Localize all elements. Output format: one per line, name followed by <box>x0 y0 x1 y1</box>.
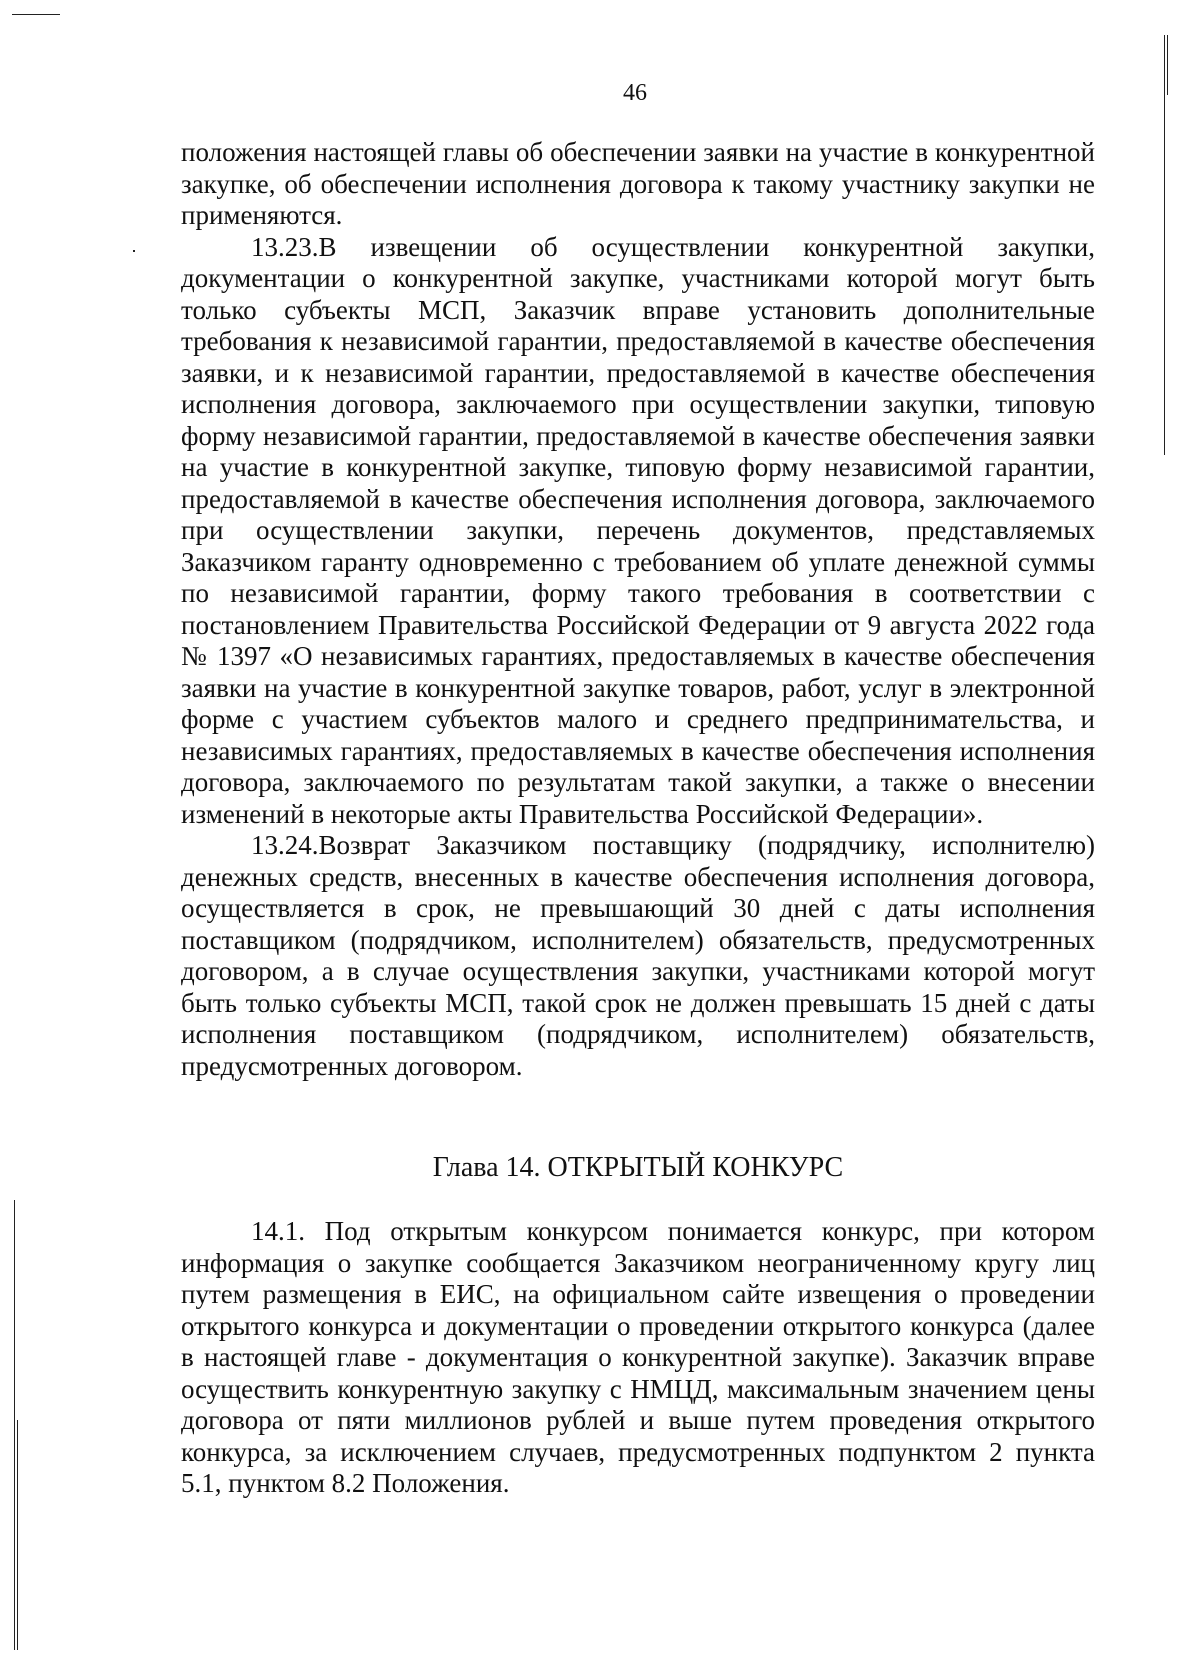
page-number: 46 <box>623 80 647 106</box>
paragraph: 13.24.Возврат Заказчиком поставщику (подрядчику, исполнителю) денежных средств, внесенных в качестве обеспечения исполнения договора, осуществляется в срок, не превышающий 30 дней с даты исполнения поставщиком (подрядчиком, исполнителем) обязательств, предусмотренных договором, а в случае осуществления закупки, участниками которой могут быть только субъекты МСП, такой срок не должен превышать 15 дней с даты исполнения поставщиком (подрядчиком, исполнителем) обязательств, предусмотренных договором. <box>181 830 1095 1081</box>
scan-edge-line-left-bottom-2 <box>17 1420 18 1650</box>
text-block-before-heading <box>181 137 1095 1082</box>
text-block-after-heading <box>181 1216 1095 1500</box>
paragraph: 14.1. Под открытым конкурсом понимается конкурс, при котором информация о закупке сообщается Заказчиком неограниченному кругу лиц путем размещения в ЕИС, на официальном сайте извещения о проведении открытого конкурса и документации о проведении открытого конкурса (далее в настоящей главе - документация о конкурентной закупке). Заказчик вправе осуществить конкурентную закупку с НМЦД, максимальным значением цены договора от пяти миллионов рублей и выше путем проведения открытого конкурса, за исключением случаев, предусмотренных подпунктом 2 пункта 5.1, пунктом 8.2 Положения. <box>181 1216 1095 1498</box>
scan-edge-line-top-left <box>12 14 60 15</box>
paragraph: положения настоящей главы об обеспечении заявки на участие в конкурентной закупке, об обеспечении исполнения договора к такому участнику закупки не применяются. <box>181 137 1095 230</box>
scan-edge-line-left-bottom <box>14 1200 15 1650</box>
chapter-heading: Глава 14. ОТКРЫТЫЙ КОНКУРС <box>432 1152 844 1183</box>
paragraph: 13.23.В извещении об осуществлении конкурентной закупки, документации о конкурентной закупке, участниками которой могут быть только субъекты МСП, Заказчик вправе установить дополнительные требования к независимой гарантии, предоставляемой в качестве обеспечения заявки, и к независимой гарантии, предоставляемой в качестве обеспечения исполнения договора, заключаемого при осуществлении закупки, типовую форму независимой гарантии, предоставляемой в качестве обеспечения заявки на участие в конкурентной закупке, типовую форму независимой гарантии, предоставляемой в качестве обеспечения исполнения договора, заключаемого при осуществлении закупки, перечень документов, представляемых Заказчиком гаранту одновременно с требованием об уплате денежной суммы по независимой гарантии, форму такого требования в соответствии с постановлением Правительства Российской Федерации от 9 августа 2022 года № 1397 «О независимых гарантиях, предоставляемых в качестве обеспечения заявки на участие в конкурентной закупке товаров, работ, услуг в электронной форме с участием субъектов малого и среднего предпринимательства, и независимых гарантиях, предоставляемых в качестве обеспечения исполнения договора, заключаемого по результатам такой закупки, а также о внесении изменений в некоторые акты Правительства Российской Федерации». <box>181 231 1095 829</box>
scan-dot-left <box>133 250 135 252</box>
